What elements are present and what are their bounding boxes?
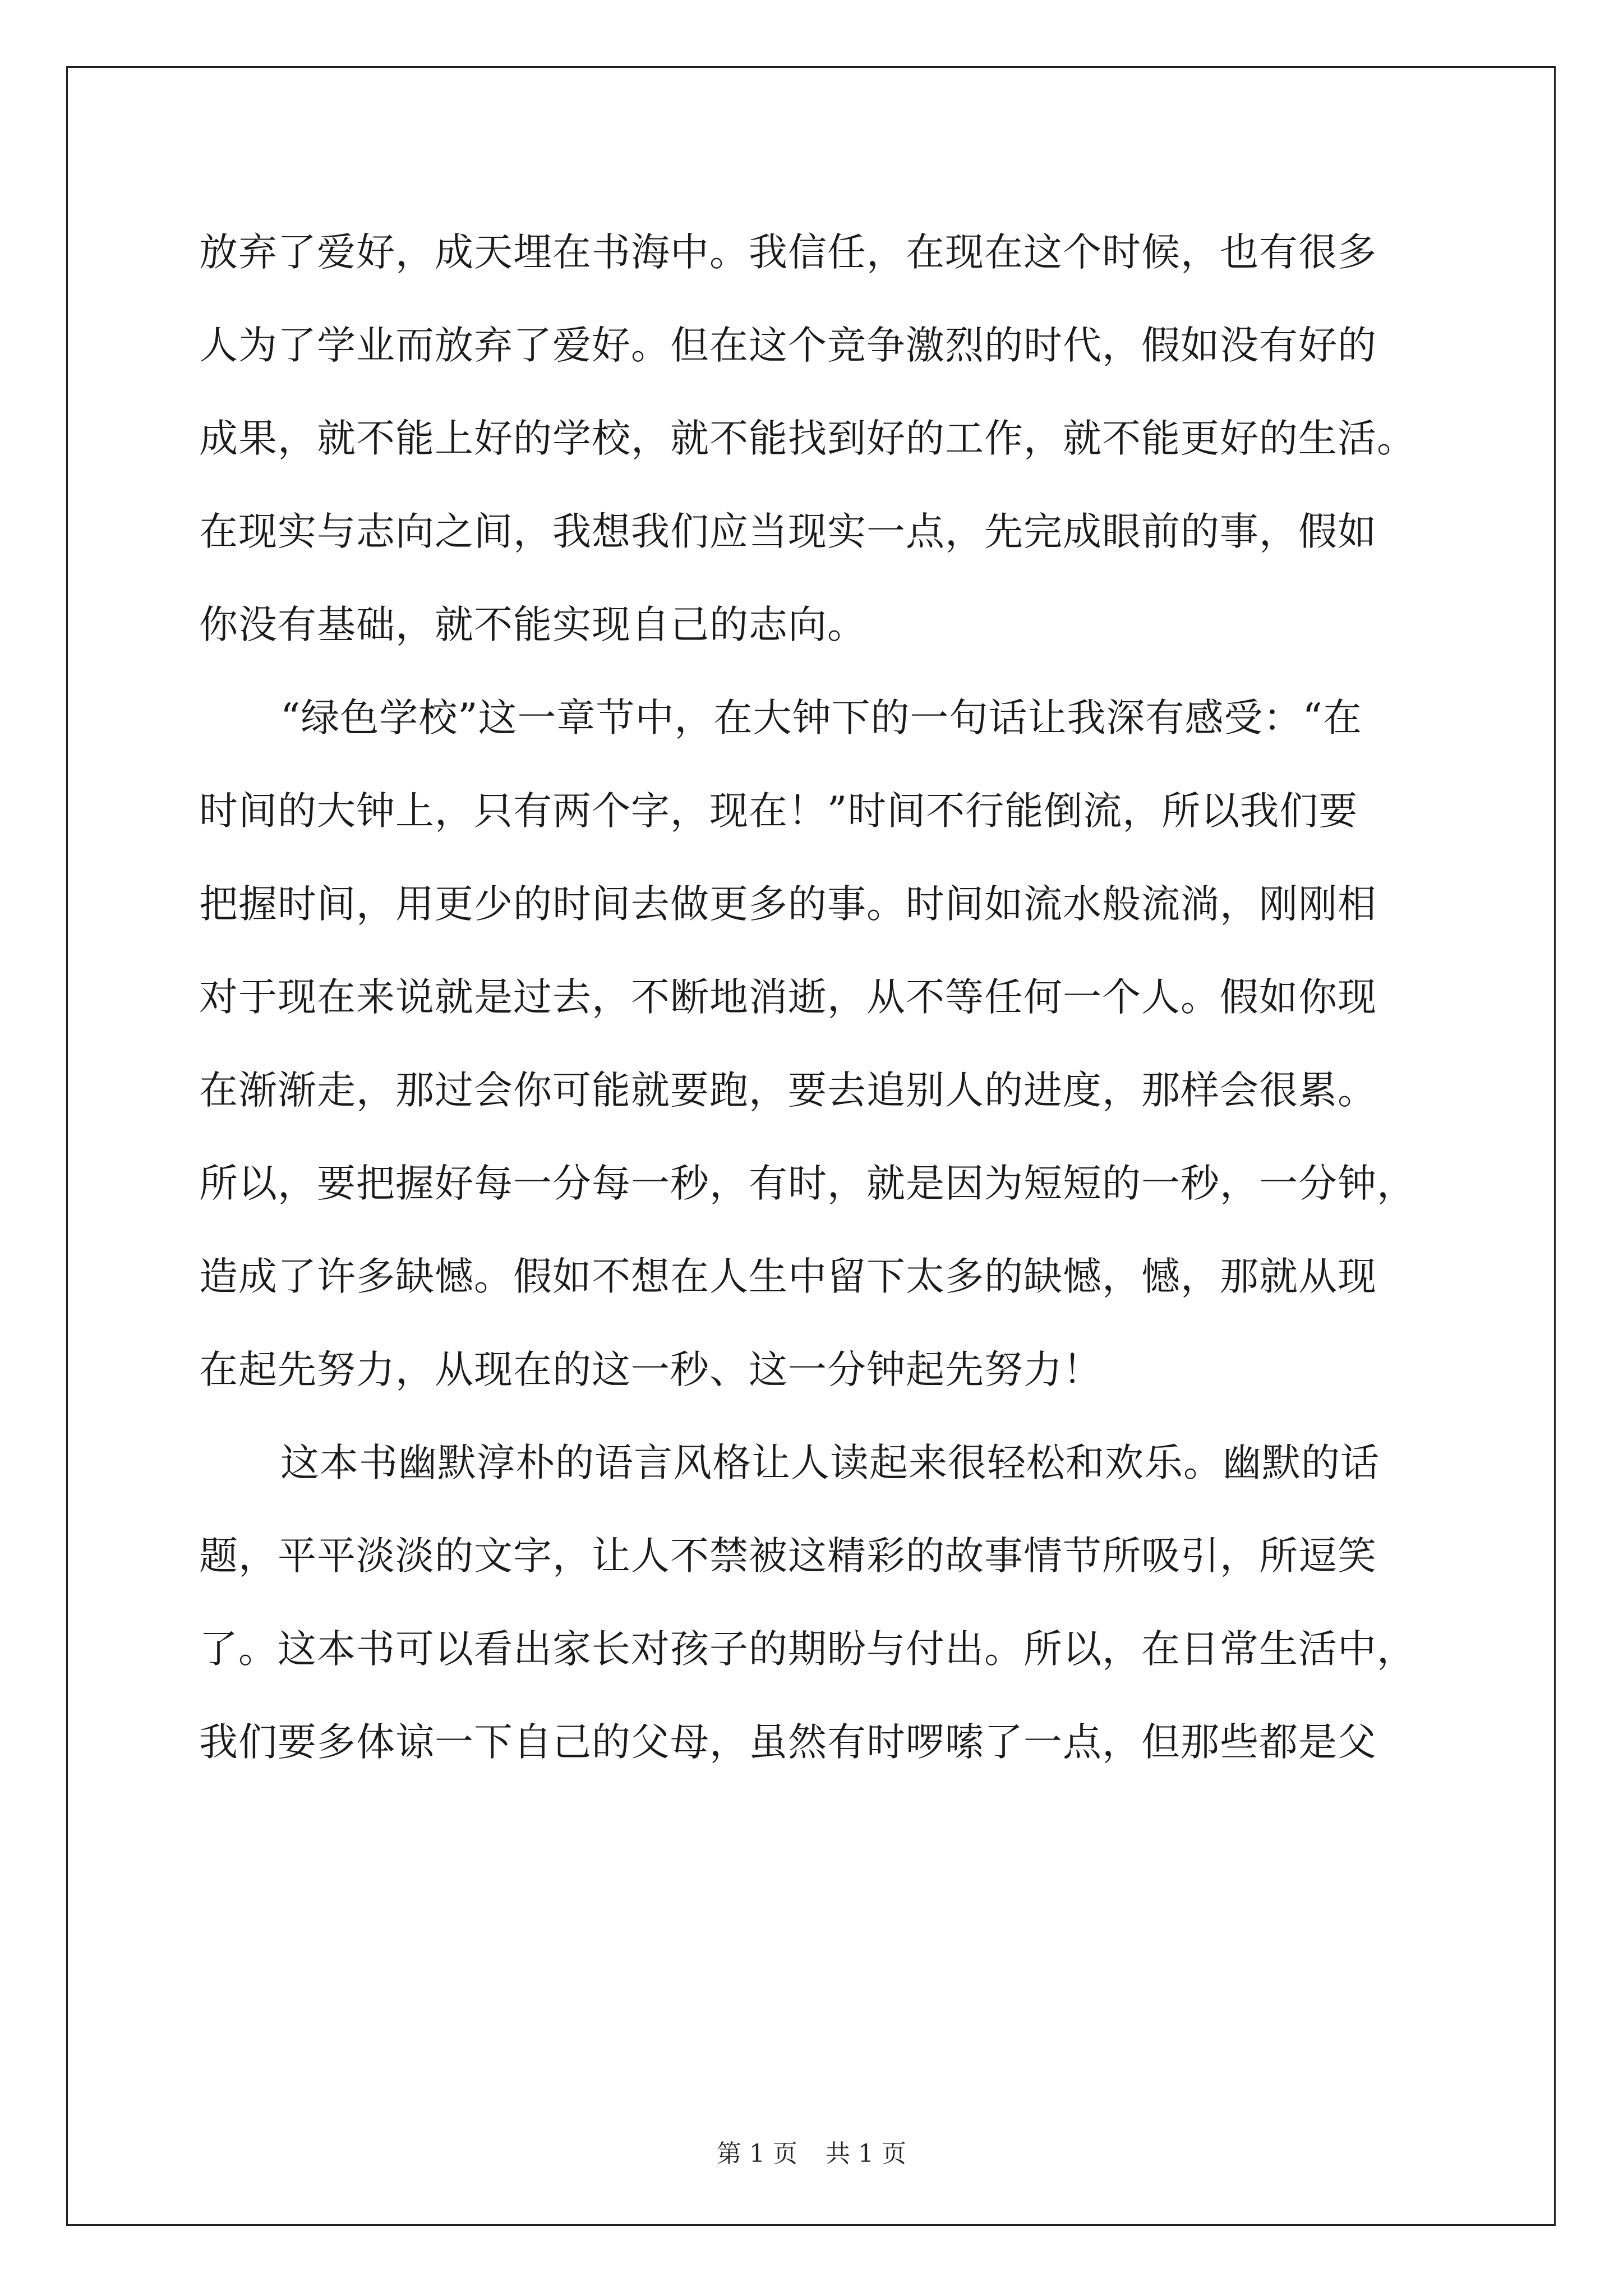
text-line: 放弃了爱好，成天埋在书海中。我信任，在现在这个时候，也有很多 [199,230,1377,275]
text-line: 把握时间，用更少的时间去做更多的事。时间如流水般流淌，刚刚相 [199,882,1377,927]
text-line: 在起先努力，从现在的这一秒、这一分钟起先努力！ [199,1347,1102,1392]
text-line: 题，平平淡淡的文字，让人不禁被这精彩的故事情节所吸引，所逗笑 [199,1534,1377,1579]
text-line: 了。这本书可以看出家长对孩子的期盼与付出。所以，在日常生活中， [199,1627,1416,1672]
text-line: 我们要多体谅一下自己的父母，虽然有时啰嗦了一点，但那些都是父 [199,1720,1377,1765]
page-number-current: 第 1 页 [717,2139,797,2168]
text-line: 人为了学业而放弃了爱好。但在这个竞争激烈的时代，假如没有好的 [199,323,1377,368]
text-line: 对于现在来说就是过去，不断地消逝，从不等任何一个人。假如你现 [199,975,1377,1020]
page-number-total: 共 1 页 [826,2139,906,2168]
text-line: 所以，要把握好每一分每一秒，有时，就是因为短短的一秒，一分钟， [199,1161,1416,1206]
text-line: 在渐渐走，那过会你可能就要跑，要去追别人的进度，那样会很累。 [199,1068,1377,1113]
text-line: 时间的大钟上，只有两个字，现在！”时间不行能倒流，所以我们要 [199,789,1358,834]
text-line: 你没有基础，就不能实现自己的志向。 [199,602,866,647]
document-body [199,216,1467,1799]
paragraph-start-line: 这本书幽默淳朴的语言风格让人读起来很轻松和欢乐。幽默的话 [280,1441,1380,1485]
text-line: 成果，就不能上好的学校，就不能找到好的工作，就不能更好的生活。 [199,416,1416,461]
text-line: 造成了许多缺憾。假如不想在人生中留下太多的缺憾，憾，那就从现 [199,1254,1377,1299]
text-line: 在现实与志向之间，我想我们应当现实一点，先完成眼前的事，假如 [199,509,1377,554]
page-footer [0,2137,1623,2171]
paragraph-start-line: “绿色学校”这一章节中，在大钟下的一句话让我深有感受：“在 [280,696,1362,740]
